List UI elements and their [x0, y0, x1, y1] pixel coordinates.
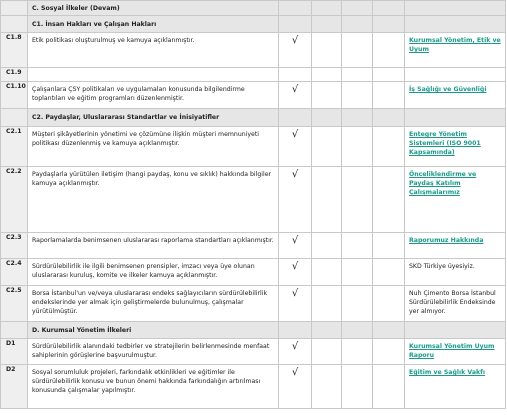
- row-description: Etik politikası oluşturulmuş ve kamuya açıklanmıştır.: [28, 33, 279, 68]
- empty-cell: [312, 339, 342, 365]
- reference-link[interactable]: İş Sağlığı ve Güvenliği: [405, 82, 506, 109]
- empty-cell: [312, 233, 342, 259]
- empty-cell: [312, 167, 342, 233]
- empty-cell: [342, 127, 373, 167]
- empty-cell: [342, 167, 373, 233]
- reference-link[interactable]: Entegre Yönetim Sistemleri (ISO 9001 Kapsamında): [405, 127, 506, 167]
- empty-cell: [312, 82, 342, 109]
- empty-cell: [342, 286, 373, 322]
- check-mark: [279, 68, 312, 82]
- empty-cell: [373, 233, 405, 259]
- empty-cell: [342, 365, 373, 409]
- empty-cell: [342, 339, 373, 365]
- empty-cell: [312, 286, 342, 322]
- empty-cell: [373, 286, 405, 322]
- empty-cell: [373, 339, 405, 365]
- empty-cell: [312, 365, 342, 409]
- row-code: D1: [1, 339, 28, 365]
- table-row: [1, 259, 506, 286]
- empty-cell: [312, 127, 342, 167]
- section-d-row: [1, 322, 506, 339]
- check-mark: √: [279, 127, 312, 167]
- empty-cell: [342, 68, 373, 82]
- reference-note: [405, 68, 506, 82]
- empty-cell: [373, 259, 405, 286]
- empty-cell: [342, 82, 373, 109]
- check-mark: √: [279, 167, 312, 233]
- empty-cell: [373, 68, 405, 82]
- table-row: [1, 82, 506, 109]
- row-code: C2.3: [1, 233, 28, 259]
- check-mark: √: [279, 365, 312, 409]
- row-code: C1.9: [1, 68, 28, 82]
- row-code: C2.2: [1, 167, 28, 233]
- check-mark: √: [279, 233, 312, 259]
- empty-cell: [373, 127, 405, 167]
- reference-note: Nuh Çimento Borsa İstanbul Sürdürülebilirlik Endeksinde yer almıyor.: [405, 286, 506, 322]
- empty-cell: [373, 82, 405, 109]
- section-header-row: [1, 1, 506, 16]
- table-row: [1, 233, 506, 259]
- reference-note: SKD Türkiye üyesiyiz.: [405, 259, 506, 286]
- empty-cell: [312, 68, 342, 82]
- reference-link[interactable]: Kurumsal Yönetim Uyum Raporu: [405, 339, 506, 365]
- row-description: Müşteri şikâyetlerinin yönetimi ve çözümüne ilişkin müşteri memnuniyeti politikası düzenlenmiş ve kamuya açıklanmıştır.: [28, 127, 279, 167]
- table-row: [1, 167, 506, 233]
- row-code: C1.8: [1, 33, 28, 68]
- section-c2-row: [1, 109, 506, 127]
- row-code: C2.4: [1, 259, 28, 286]
- reference-link[interactable]: Önceliklendirme ve Paydaş Katılım Çalışmalarımız: [405, 167, 506, 233]
- empty-cell: [373, 167, 405, 233]
- empty-cell: [312, 259, 342, 286]
- table-row: [1, 339, 506, 365]
- row-description: Paydaşlarla yürütülen iletişim (hangi paydaş, konu ve sıklık) hakkında bilgiler kamuya açıklanmıştır.: [28, 167, 279, 233]
- section-title-c2: C2. Paydaşlar, Uluslararası Standartlar ve İnisiyatifler: [28, 109, 279, 127]
- table-row: [1, 68, 506, 82]
- check-mark: √: [279, 33, 312, 68]
- section-title-header: C. Sosyal İlkeler (Devam): [28, 1, 279, 16]
- row-description: Sürdürülebilirlik alanındaki tedbirler ve stratejilerin belirlenmesinde menfaat sahiplerinin görüşlerine başvurulmuştur.: [28, 339, 279, 365]
- empty-cell: [342, 259, 373, 286]
- row-description: Sosyal sorumluluk projeleri, farkındalık etkinlikleri ve eğitimler ile sürdürülebilirlik konusu ve bunun önemi hakkında farkındalığın artırılması konusunda çalışmalar yapılmıştır.: [28, 365, 279, 409]
- row-code: C2.5: [1, 286, 28, 322]
- check-mark: √: [279, 339, 312, 365]
- empty-cell: [373, 33, 405, 68]
- table-row: [1, 127, 506, 167]
- row-code: C1.10: [1, 82, 28, 109]
- check-mark: √: [279, 259, 312, 286]
- row-description: Çalışanlara ÇSY politikaları ve uygulamaları konusunda bilgilendirme toplantıları ve eğitim programları düzenlenmiştir.: [28, 82, 279, 109]
- table-row: [1, 365, 506, 409]
- section-c1-row: [1, 16, 506, 33]
- empty-cell: [373, 365, 405, 409]
- empty-cell: [312, 33, 342, 68]
- row-description: Borsa İstanbul'un ve/veya uluslararası endeks sağlayıcıların sürdürülebilirlik endekslerinde yer almak için geliştirmelerde bulunulmuş, çalışmalar yürütülmüştür.: [28, 286, 279, 322]
- empty-cell: [342, 233, 373, 259]
- reference-link[interactable]: Kurumsal Yönetim, Etik ve Uyum: [405, 33, 506, 68]
- row-code: D2: [1, 365, 28, 409]
- row-description: Sürdürülebilirlik ile ilgili benimsenen prensipler, imzacı veya üye olunan uluslararası kuruluş, komite ve ilkeler kamuya açıklanmıştır.: [28, 259, 279, 286]
- table-row: [1, 33, 506, 68]
- row-code: C2.1: [1, 127, 28, 167]
- check-mark: √: [279, 286, 312, 322]
- empty-cell: [342, 33, 373, 68]
- section-title-d: D. Kurumsal Yönetim İlkeleri: [28, 322, 279, 339]
- table-row: [1, 286, 506, 322]
- reference-link[interactable]: Eğitim ve Sağlık Vakfı: [405, 365, 506, 409]
- check-mark: √: [279, 82, 312, 109]
- row-description: [28, 68, 279, 82]
- section-title-c1: C1. İnsan Hakları ve Çalışan Hakları: [28, 16, 279, 33]
- row-description: Raporlamalarda benimsenen uluslararası raporlama standartları açıklanmıştır.: [28, 233, 279, 259]
- reference-link[interactable]: Raporumuz Hakkında: [405, 233, 506, 259]
